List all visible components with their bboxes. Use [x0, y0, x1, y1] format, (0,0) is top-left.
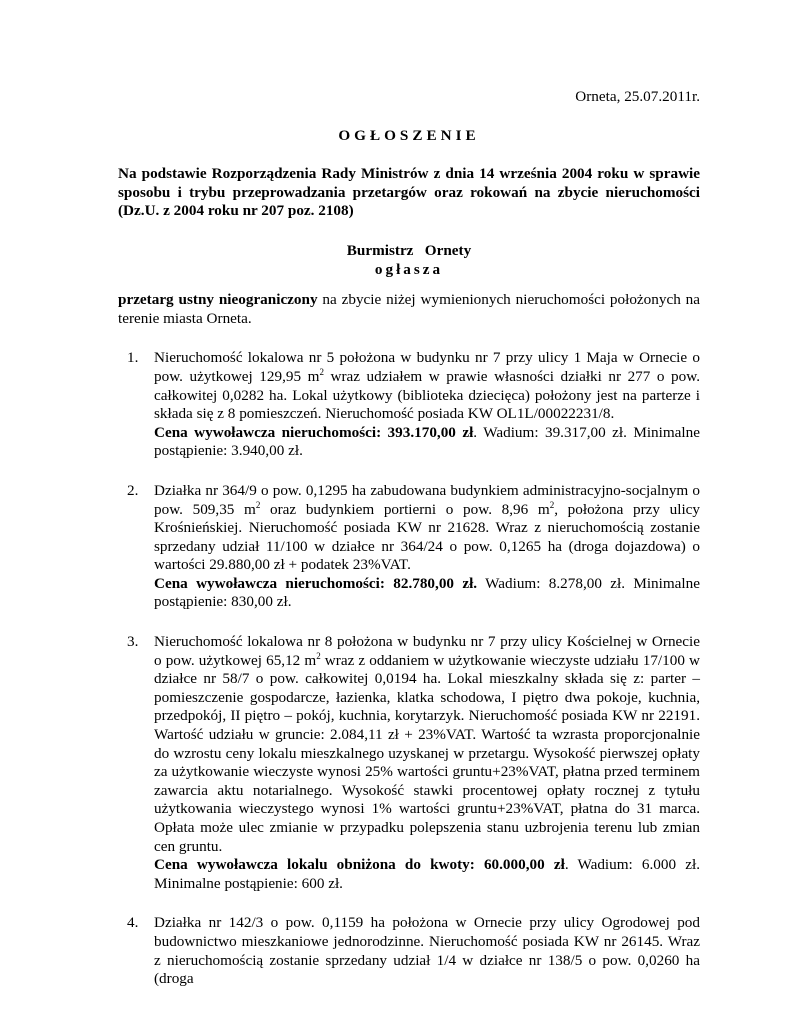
item-price: Cena wywoławcza nieruchomości: 82.780,00 zł. Wadium: 8.278,00 zł. Minimalne postąpienie: 830,00 zł.	[154, 574, 700, 611]
list-item	[118, 914, 700, 988]
list-item	[118, 482, 700, 612]
starting-price: Cena wywoławcza lokalu obniżona do kwoty: 60.000,00 zł	[154, 856, 565, 874]
legal-basis-paragraph: Na podstawie Rozporządzenia Rady Ministrów z dnia 14 września 2004 roku w sprawie sposobu i trybu przeprowadzania przetargów oraz rokowań na zbycie nieruchomości (Dz.U. z 2004 roku nr 207 poz. 2108)	[118, 165, 700, 220]
item-number: 3.	[127, 633, 139, 651]
announces-line: ogłasza	[374, 260, 444, 278]
property-list	[118, 349, 700, 988]
item-number: 4.	[127, 914, 139, 932]
tender-type: przetarg ustny nieograniczony	[118, 291, 318, 309]
item-number: 2.	[127, 481, 139, 499]
item-number: 1.	[127, 349, 139, 367]
item-description: Działka nr 364/9 o pow. 0,1295 ha zabudowana budynkiem administracyjno-socjalnym o pow. 509,35 $m^2$ oraz budynkiem portierni o pow. 8,96 $m^2$, położona przy ulicy Krośnieńskiej. Nieruchomość posiada KW nr 21628. Wraz z nieruchomością zostanie sprzedany udział 11/100 w działce nr 364/24 o pow. 0,1265 ha (droga dojazdowa) o wartości 29.880,00 zł + podatek 23%VAT.	[154, 481, 701, 574]
issuer-line: Burmistrz Ornety	[346, 241, 472, 259]
list-item	[118, 349, 700, 461]
tender-lead-paragraph	[118, 291, 700, 328]
item-description: Nieruchomość lokalowa nr 5 położona w budynku nr 7 przy ulicy 1 Maja w Ornecie o pow. użytkowej 129,95 $m^2$ wraz udziałem w prawie własności działki nr 277 o pow. całkowitej 0,0282 ha. Lokal użytkowy (biblioteka dziecięca) położony jest na parterze i składa się z 8 pomieszczeń. Nieruchomość posiada KW OL1L/00022231/8.	[154, 349, 700, 423]
starting-price: Cena wywoławcza nieruchomości: 393.170,00 zł	[154, 423, 474, 441]
starting-price: Cena wywoławcza nieruchomości: 82.780,00 zł.	[154, 574, 478, 592]
list-item	[118, 633, 700, 893]
item-price: Cena wywoławcza lokalu obniżona do kwoty: 60.000,00 zł. Wadium: 6.000 zł. Minimalne postąpienie: 600 zł.	[154, 856, 700, 892]
tender-lead-text: na zbycie niżej wymienionych nieruchomości położonych na terenie miasta Orneta.	[118, 291, 700, 327]
item-price: Cena wywoławcza nieruchomości: 393.170,00 zł. Wadium: 39.317,00 zł. Minimalne postąpienie: 3.940,00 zł.	[154, 423, 700, 460]
item-description: Działka nr 142/3 o pow. 0,1159 ha położona w Ornecie przy ulicy Ogrodowej pod budownictwo mieszkaniowe jednorodzinne. Nieruchomość posiada KW nr 26145. Wraz z nieruchomością zostanie sprzedany udział 1/4 w działce nr 138/5 o pow. 0,0260 ha (droga	[154, 914, 700, 988]
document-title: OGŁOSZENIE	[338, 126, 480, 144]
document-date: Orneta, 25.07.2011r.	[575, 88, 700, 105]
item-description: Nieruchomość lokalowa nr 8 położona w budynku nr 7 przy ulicy Kościelnej w Ornecie o pow. użytkowej 65,12 $m^2$ wraz z oddaniem w użytkowanie wieczyste udziału 17/100 w działce nr 58/7 o pow. całkowitej 0,0194 ha. Lokal mieszkalny składa się z: parter – pomieszczenie gospodarcze, łazienka, klatka schodowa, I piętro dwa pokoje, kuchnia, przedpokój, II piętro – pokój, kuchnia, korytarzyk. Nieruchomość posiada KW nr 22191. Wartość udziału w gruncie: 2.084,11 zł + 23%VAT. Wartość ta wzrasta proporcjonalnie do wzrostu ceny lokalu mieszkalnego uzyskanej w przetargu. Wysokość pierwszej opłaty za użytkowanie wieczyste wynosi 25% wartości gruntu+23%VAT, płatna przed terminem zawarcia aktu notarialnego. Wysokość stawki procentowej opłaty rocznej z tytułu użytkowania wieczystego wynosi 1% wartości gruntu+23%VAT, płatna do 31 marca. Opłata może ulec zmianie w przypadku polepszenia stanu uzbrojenia terenu lub zmian cen gruntu.	[154, 633, 700, 855]
